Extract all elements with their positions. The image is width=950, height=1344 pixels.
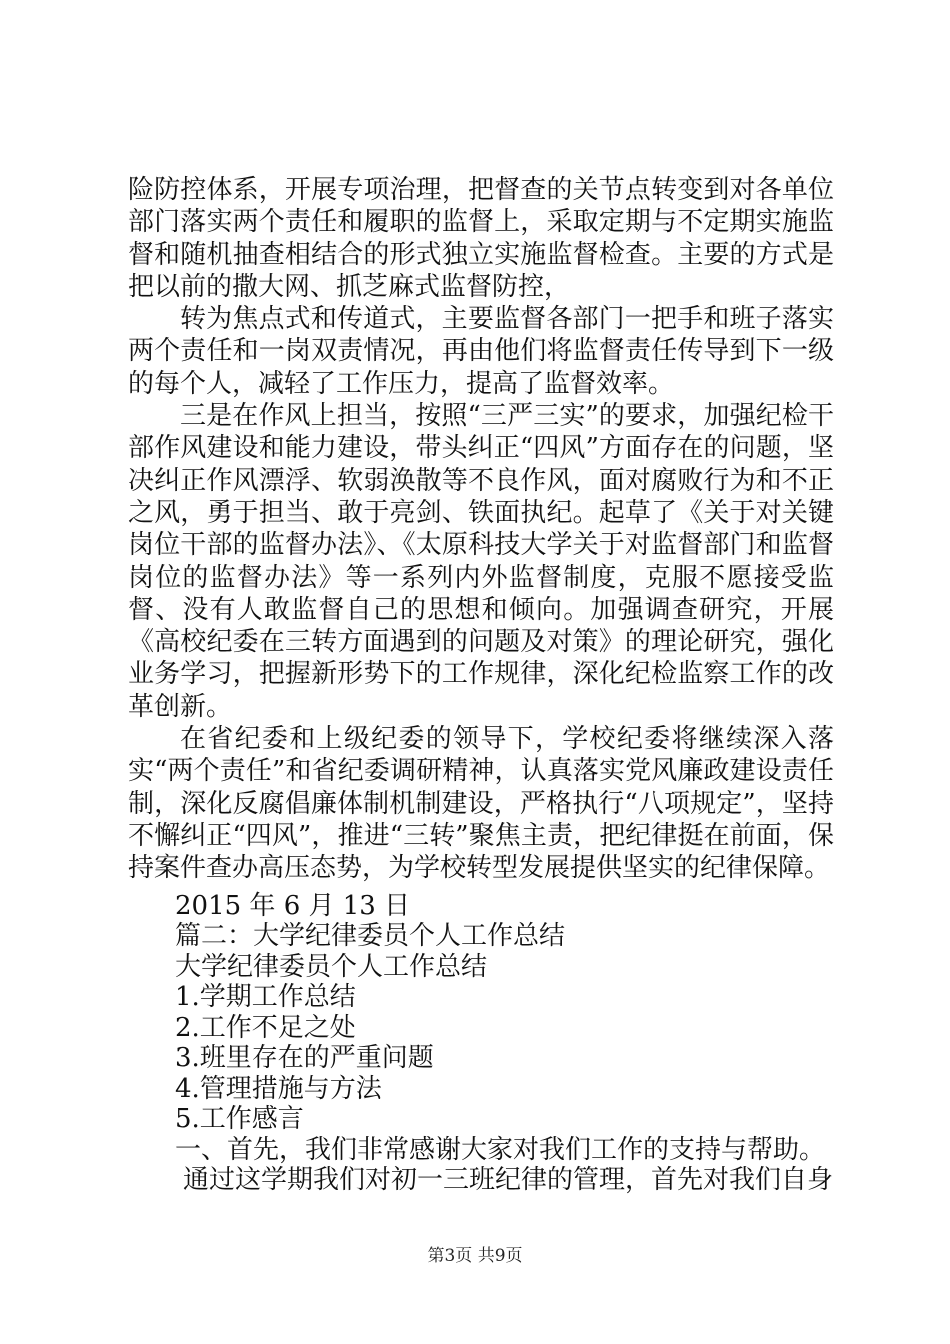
date-line: 2015 年 6 月 13 日 <box>175 890 411 921</box>
document-body <box>128 174 834 1196</box>
paragraph-outlook: 在省纪委和上级纪委的领导下，学校纪委将继续深入落实“两个责任”和省纪委调研精神，认真落实党风廉政建设责任制，深化反腐倡廉体制机制建设，严格执行“八项规定”，坚持不懈纠正“四风”，推进“三转”聚焦主责，把纪律挺在前面，保持案件查办高压态势，为学校转型发展提供坚实的纪律保障。 <box>128 724 834 884</box>
document-title: 大学纪律委员个人工作总结 <box>175 951 488 982</box>
section-heading: 篇二：大学纪律委员个人工作总结 <box>175 921 566 952</box>
paragraph-focus-supervision: 转为焦点式和传道式，主要监督各部门一把手和班子落实两个责任和一岗双责情况，再由他们将监督责任传导到下一级的每个人，减轻了工作压力，提高了监督效率。 <box>128 304 834 399</box>
outline-item-2: 2.工作不足之处 <box>175 1012 356 1043</box>
outline-item-4: 4.管理措施与方法 <box>175 1073 382 1104</box>
outline-item-5: 5.工作感言 <box>175 1104 304 1135</box>
continuation-line: 通过这学期我们对初一三班纪律的管理，首先对我们自身 <box>183 1165 834 1196</box>
page-footer: 第3页 共9页 <box>427 1246 523 1266</box>
paragraph-work-style: 三是在作风上担当，按照“三严三实”的要求，加强纪检干部作风建设和能力建设，带头纠正“四风”方面存在的问题，坚决纠正作风漂浮、软弱涣散等不良作风，面对腐败行为和不正之风，勇于担当、敢于亮剑、铁面执纪。起草了《关于对关键岗位干部的监督办法》、《太原科技大学关于对监督部门和监督岗位的监督办法》等一系列内外监督制度，克服不愿接受监督、没有人敢监督自己的思想和倾向。加强调查研究，开展《高校纪委在三转方面遇到的问题及对策》的理论研究，强化业务学习，把握新形势下的工作规律，深化纪检监察工作的改革创新。 <box>128 401 834 722</box>
first-point-line: 一、首先，我们非常感谢大家对我们工作的支持与帮助。 <box>175 1134 826 1165</box>
paragraph-risk-control: 险防控体系，开展专项治理，把督查的关节点转变到对各单位部门落实两个责任和履职的监督上，采取定期与不定期实施监督和随机抽查相结合的形式独立实施监督检查。主要的方式是把以前的撒大网、抓芝麻式监督防控， <box>128 175 834 302</box>
outline-item-1: 1.学期工作总结 <box>175 982 356 1013</box>
outline-item-3: 3.班里存在的严重问题 <box>175 1043 434 1074</box>
